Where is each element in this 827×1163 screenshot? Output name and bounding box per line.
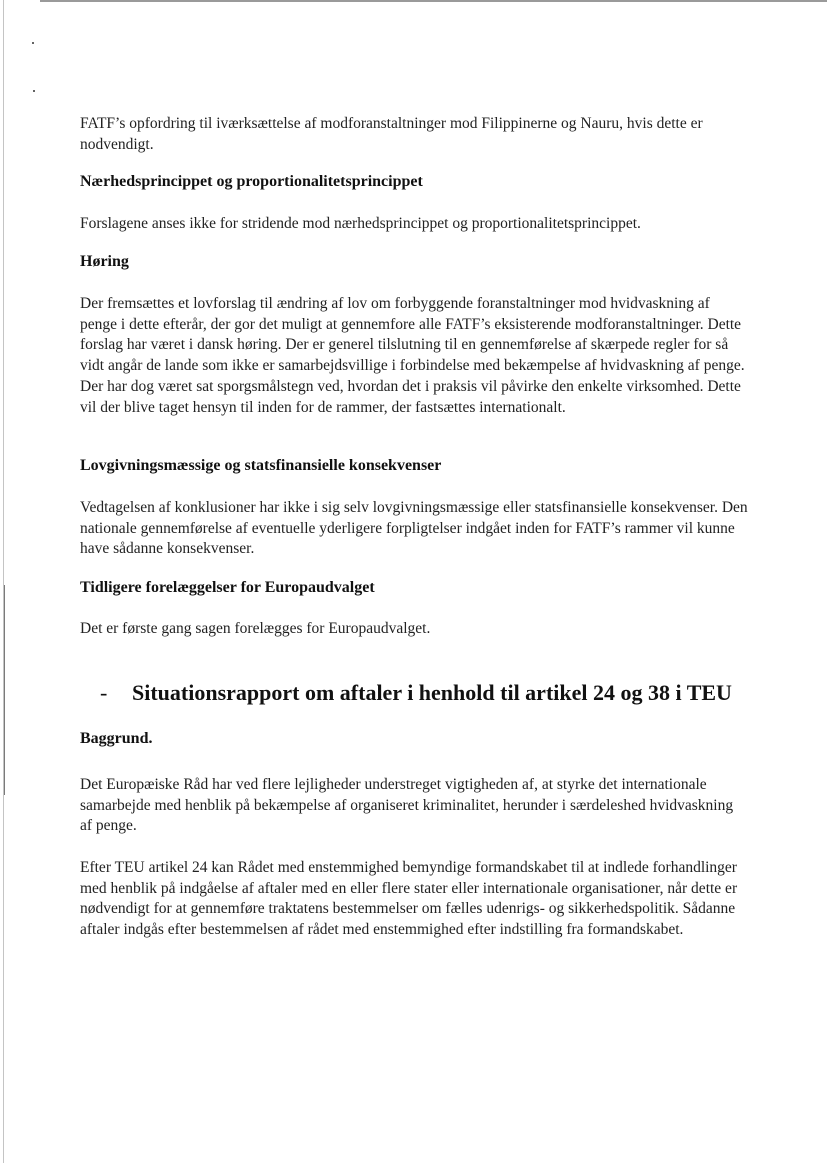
paragraph: [80, 498, 752, 560]
section-heading-block: [80, 252, 752, 272]
paragraph: [80, 775, 742, 837]
section-heading-block: [80, 456, 752, 476]
paragraph: [80, 214, 752, 235]
section-heading-block: [80, 729, 752, 749]
section-heading: Lovgivningsmæssige og statsfinansielle konsekvenser: [80, 457, 442, 474]
section-heading: Høring: [80, 253, 129, 270]
body-text: Forslagene anses ikke for stridende mod nærhedsprincippet og proportionalitetsprincippet.: [80, 215, 641, 232]
major-heading-text: Situationsrapport om aftaler i henhold til artikel 24 og 38 i TEU: [132, 680, 732, 705]
section-heading-block: [80, 578, 752, 598]
paragraph: [80, 858, 755, 941]
major-section-heading: [100, 678, 800, 708]
body-text: Vedtagelsen af konklusioner har ikke i sig selv lovgivningsmæssige eller statsfinansielle konsekvenser. Den nationale gennemførelse af eventuelle yderligere forpligtelser indgået inden for FATF’s rammer vil kunne have sådanne konsekvenser.: [80, 499, 748, 558]
body-text: FATF’s opfordring til iværksættelse af modforanstaltninger mod Filippinerne og Nauru, hvis dette er nodvendigt.: [80, 115, 703, 153]
paragraph: [80, 619, 752, 640]
scan-speck: [33, 90, 35, 92]
section-heading: Tidligere forelæggelser for Europaudvalget: [80, 579, 375, 596]
body-text: Der fremsættes et lovforslag til ændring af lov om forbyggende foranstaltninger mod hvidvaskning af penge i dette efterår, der gor det muligt at gennemfore alle FATF’s eksisterende modforanstaltninger. Dette forslag har været i dansk høring. Der er generel tilslutning til en gennemførelse af skærpede regler for så vidt angår de lande som ikke er samarbejdsvillige i forbindelse med bekæmpelse af hvidvaskning af penge. Der har dog været sat sporgsmålstegn ved, hvordan det i praksis vil påvirke den enkelte virksomhed. Dette vil der blive taget hensyn til inden for de rammer, der fastsættes internationalt.: [80, 295, 745, 416]
section-heading: Nærhedsprincippet og proportionalitetsprincippet: [80, 173, 423, 190]
body-text: Efter TEU artikel 24 kan Rådet med enstemmighed bemyndige formandskabet til at indlede forhandlinger med henblik på indgåelse af aftaler med en eller flere stater eller internationale organisationer, når dette er nødvendigt for at gennemføre traktatens bestemmelser om fælles udenrigs- og sikkerhedspolitik. Sådanne aftaler indgås efter bestemmelsen af rådet med enstemmighed efter indstilling fra formandskabet.: [80, 859, 738, 939]
scan-left-edge: [3, 0, 4, 1163]
paragraph: [80, 294, 750, 418]
section-heading: Baggrund.: [80, 730, 153, 747]
scan-speck: [32, 42, 34, 44]
scan-top-edge: [40, 0, 827, 2]
heading-dash: -: [100, 680, 108, 705]
body-text: Det Europæiske Råd har ved flere lejligheder understreget vigtigheden af, at styrke det internationale samarbejde med henblik på bekæmpelse af organiseret kriminalitet, herunder i særdeleshed hvidvaskning af penge.: [80, 776, 734, 835]
body-text: Det er første gang sagen forelægges for Europaudvalget.: [80, 620, 431, 637]
scan-left-mark: [4, 585, 5, 795]
section-heading-block: [80, 172, 752, 192]
paragraph: [80, 114, 752, 155]
